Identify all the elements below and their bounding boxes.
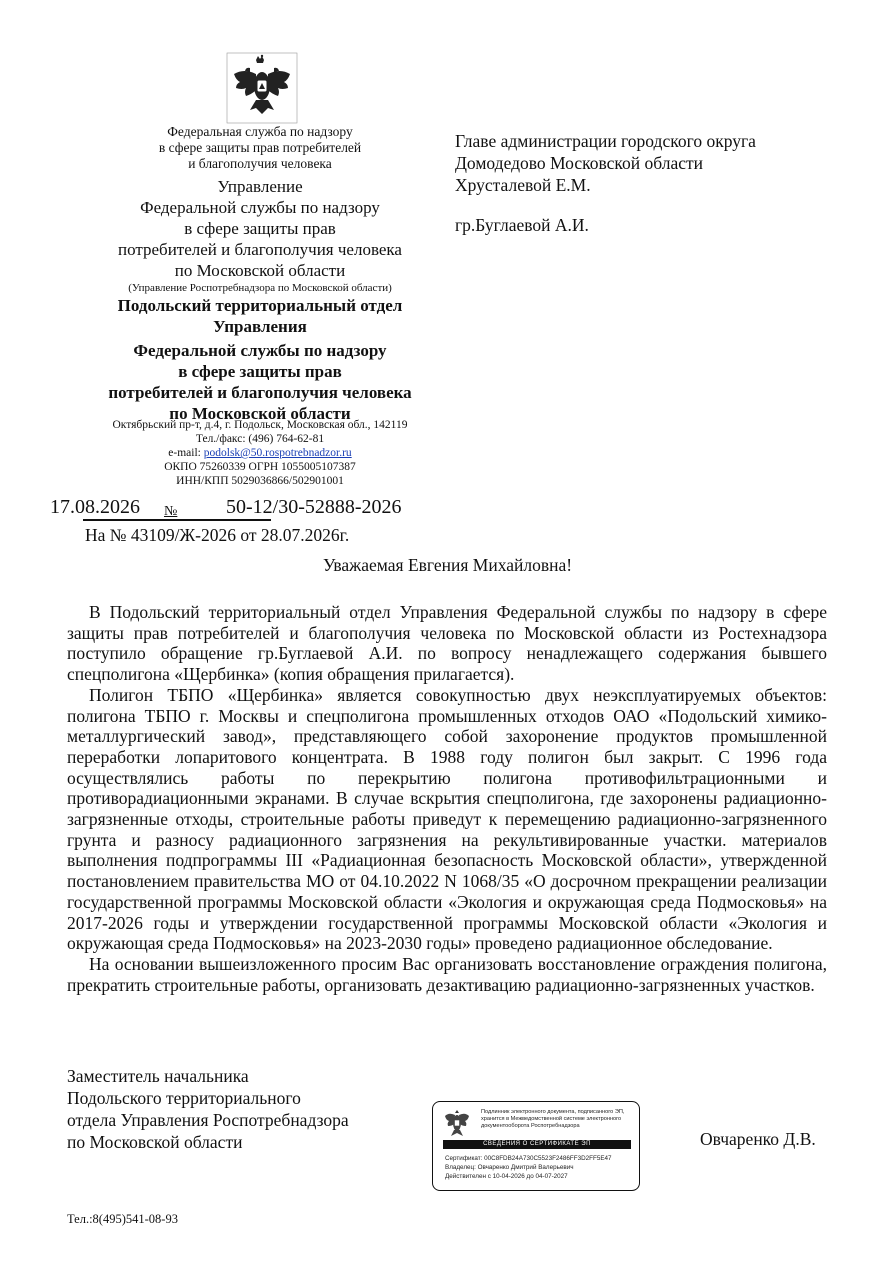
issuer-contacts	[60, 418, 460, 488]
department-line: по Московской области	[174, 261, 346, 280]
electronic-signature-stamp	[432, 1101, 640, 1191]
signatory-position	[67, 1065, 349, 1153]
email-link[interactable]: podolsk@50.rospotrebnadzor.ru	[203, 447, 352, 459]
department-line: потребителей и благополучия человека	[118, 240, 402, 259]
coat-of-arms-icon	[226, 52, 298, 124]
office-line: по Московской области	[169, 404, 351, 423]
stamp-certificate: Сертификат: 00C8FDB24A730C5523F2486FF3D2FF5E47	[445, 1155, 612, 1162]
position-line: по Московской области	[67, 1132, 243, 1152]
stamp-header	[481, 1109, 636, 1130]
salutation: Уважаемая Евгения Михайловна!	[322, 555, 573, 575]
reference-line: На № 43109/Ж-2026 от 28.07.2026г.	[85, 525, 350, 545]
body-paragraph: Полигон ТБПО «Щербинка» является совокупностью двух неэксплуатируемых объектов: полигона ТБПО г. Москвы и спецполигона промышленных отходов ОАО «Подольский химико-металлургический завод», представляющего собой захоронение продуктов промышленной переработки лопаритового концентрата. В 1988 году полигон был закрыт. С 1996 года осуществлялись работы по перекрытию полигона противофильтрационными и противорадиационными экранами. В случае вскрытия спецполигона, где захоронены радиационно-загрязненные отходы, строительные работы приведут к перемещению радиационно-загрязненного грунта и разносу радиационного загрязнения на рекультивированные участки. материалов выполнения подпрограммы III «Радиационная безопасность Московской области», утвержденной постановлением правительства МО от 04.10.2022 N 1068/35 «О досрочном прекращении реализации государственной программы Московской области «Экология и окружающая среда Подмосковья» на 2017-2026 годы и утверждении государственной программы Московской области «Экология и окружающая среда Подмосковья» на 2023-2030 годы» проведено радиационное обследование.	[67, 684, 827, 954]
okpo-ogrn: ОКПО 75260339 ОГРН 1055005107387	[164, 461, 356, 473]
service-line: и благополучия человека	[188, 156, 332, 171]
inn-kpp: ИНН/КПП 5029036866/502901001	[176, 475, 344, 487]
addressee-line: Домодедово Московской области	[455, 153, 704, 173]
service-line: в сфере защиты прав потребителей	[158, 140, 362, 155]
email-label: e-mail:	[168, 447, 204, 459]
number-sign: №	[164, 504, 178, 519]
issuer-office	[60, 295, 460, 424]
position-line: Подольского территориального	[67, 1088, 301, 1108]
stamp-header-line: хранится в Межведомственной системе электронного	[481, 1116, 622, 1122]
phone-fax: Тел./факс: (496) 764-62-81	[195, 433, 325, 445]
address: Октябрьский пр-т, д.4, г. Подольск, Московская обл., 142119	[112, 419, 408, 431]
office-line: Федеральной службы по надзору	[133, 341, 387, 360]
department-line: Федеральной службы по надзору	[140, 198, 380, 217]
office-line: потребителей и благополучия человека	[108, 383, 412, 402]
office-line: Подольский территориальный отдел	[117, 296, 403, 315]
executor-phone: Тел.:8(495)541-08-93	[67, 1212, 178, 1226]
department-line: в сфере защиты прав	[184, 219, 336, 238]
addressee-line: Главе администрации городского округа	[455, 131, 756, 151]
position-line: Заместитель начальника	[67, 1066, 249, 1086]
stamp-title-bar: СВЕДЕНИЯ О СЕРТИФИКАТЕ ЭП	[443, 1140, 631, 1149]
position-line: отдела Управления Роспотребнадзора	[67, 1110, 349, 1130]
service-line: Федеральная служба по надзору	[167, 124, 353, 139]
department-line: Управление	[217, 177, 303, 196]
stamp-validity: Действителен с 10-04-2026 до 04-07-2027	[445, 1173, 568, 1180]
addressee-line: гр.Буглаевой А.И.	[455, 215, 589, 235]
addressee-block	[455, 130, 756, 236]
office-line: в сфере защиты прав	[178, 362, 342, 381]
letter-body	[67, 602, 827, 995]
stamp-owner: Владелец: Овчаренко Дмитрий Валерьевич	[445, 1164, 574, 1171]
body-paragraph: В Подольский территориальный отдел Управления Федеральной службы по надзору в сфере защиты прав потребителей и благополучия человека по Московской области из Ростехнадзора поступило обращение гр.Буглаевой А.И. по вопросу ненадлежащего содержания бывшего спецполигона «Щербинка» (копия обращения прилагается).	[67, 602, 827, 685]
department-abbreviation: (Управление Роспотребнадзора по Московской области)	[128, 282, 392, 294]
office-line: Управления	[213, 317, 307, 336]
issuer-service-name	[140, 124, 380, 172]
document-number: 50-12/30-52888-2026	[226, 496, 402, 518]
signatory-name: Овчаренко Д.В.	[700, 1129, 816, 1149]
email-row	[60, 446, 460, 460]
stamp-emblem-icon	[443, 1108, 471, 1138]
body-paragraph: На основании вышеизложенного просим Вас организовать восстановление ограждения полигона, прекратить строительные работы, организовать дезактивацию радиационно-загрязненных участков.	[67, 953, 827, 995]
document-date: 17.08.2026	[50, 496, 140, 518]
stamp-header-line: документооборота Роспотребнадзора	[481, 1123, 580, 1129]
stamp-header-line: Подлинник электронного документа, подписанного ЭП,	[481, 1109, 625, 1115]
issuer-department	[60, 176, 460, 295]
addressee-line: Хрусталевой Е.М.	[455, 175, 591, 195]
